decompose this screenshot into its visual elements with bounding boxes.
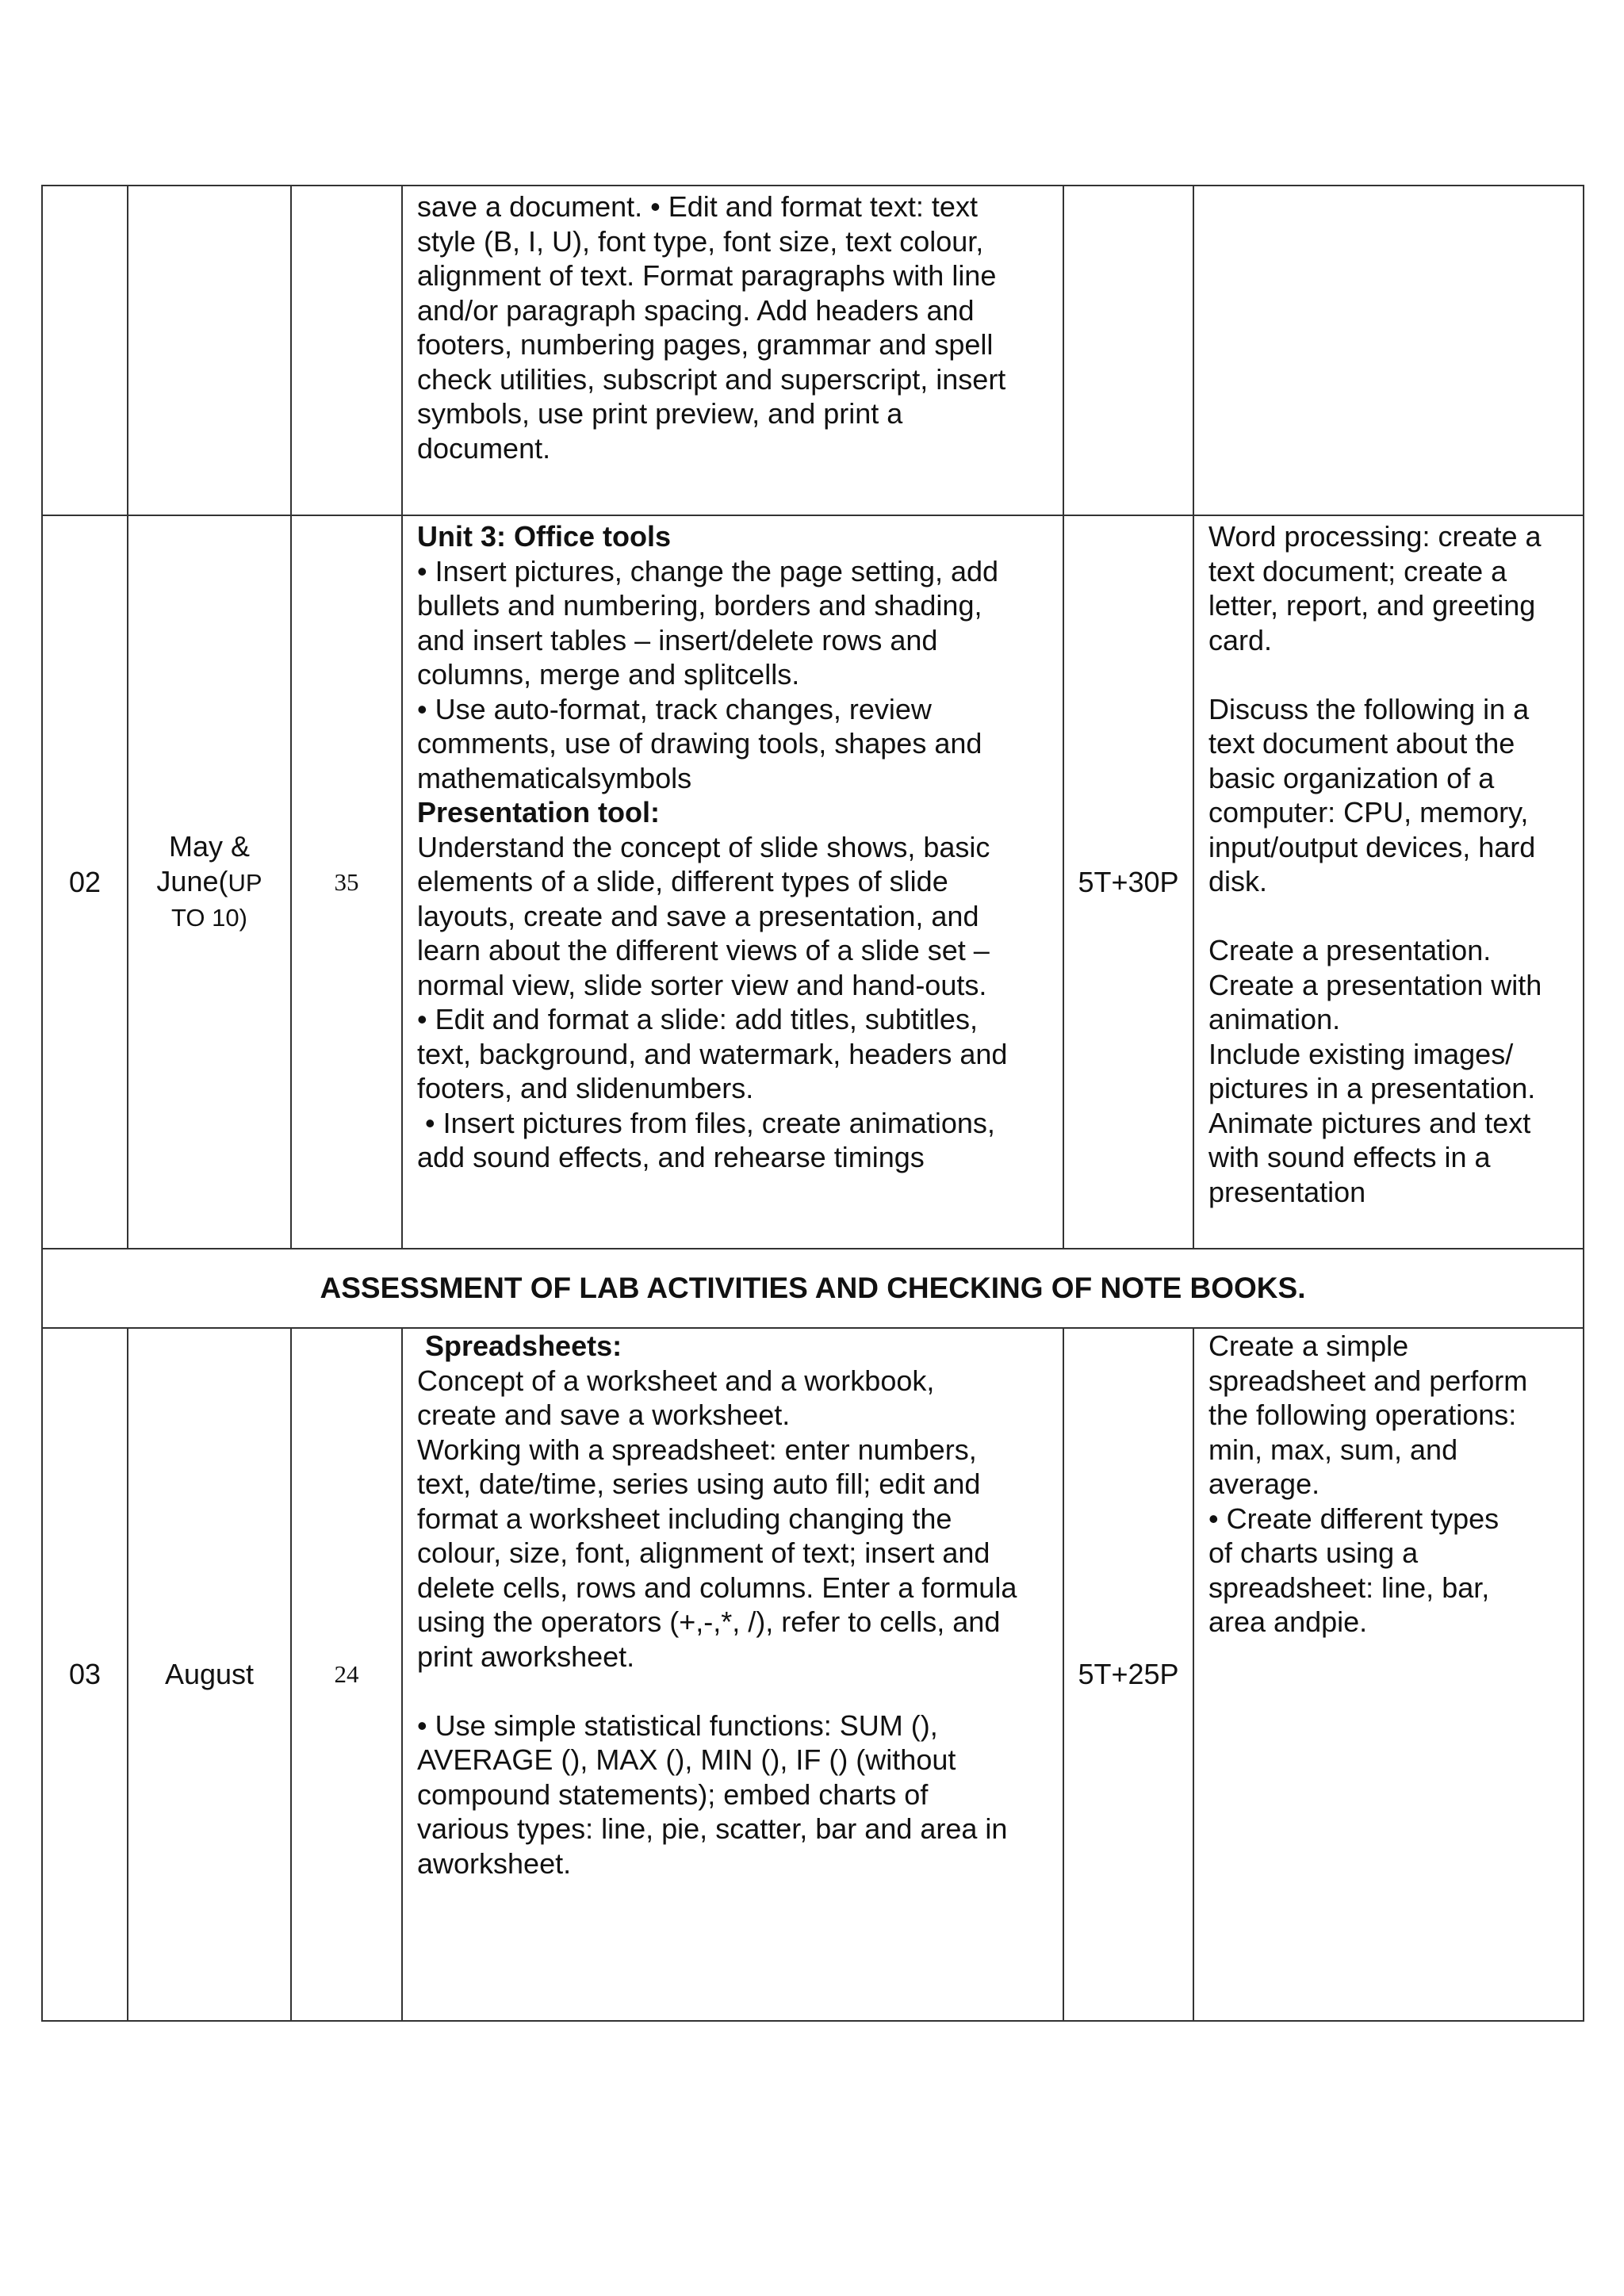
activity-line: Discuss the following in a [1208,692,1530,725]
content-line: Working with a spreadsheet: enter numbers, [417,1433,977,1466]
content-line: columns, merge and splitcells. [417,658,800,691]
month-suffix: UP [228,868,262,897]
activity-line: animation. [1208,1003,1341,1035]
table-row-03 [42,1328,1584,2021]
cell-month [128,515,291,1249]
content-line: footers, and slidenumbers. [417,1072,754,1104]
content-line: • Use auto-format, track changes, review [417,692,932,725]
activity-line: Animate pictures and text [1208,1106,1531,1139]
content-line: normal view, slide sorter view and hand-outs. [417,968,987,1001]
cell-activities [1193,515,1584,1249]
content-line: layouts, create and save a presentation, and [417,899,979,932]
content-line: add sound effects, and rehearse timings [417,1141,925,1173]
content-line: and insert tables – insert/delete rows and [417,623,938,656]
cell-hours [1063,186,1193,515]
content-line: Understand the concept of slide shows, basic [417,830,990,863]
activity-line: input/output devices, hard [1208,830,1536,863]
activity-line: area andpie. [1208,1605,1368,1638]
content-line: Concept of a worksheet and a workbook, [417,1364,935,1397]
content-line: footers, numbering pages, grammar and spell [417,328,994,361]
syllabus-table [41,185,1584,2022]
cell-content [402,1328,1063,2021]
activity-line: • Create different types [1208,1502,1500,1535]
cell-month [128,186,291,515]
table-row-continuation [42,186,1584,515]
assessment-banner: ASSESSMENT OF LAB ACTIVITIES AND CHECKING OF NOTE BOOKS. [42,1249,1584,1328]
content-line: delete cells, rows and columns. Enter a formula [417,1571,1017,1604]
month-suffix-line: TO 10) [171,903,247,932]
content-line: AVERAGE (), MAX (), MIN (), IF () (without [417,1743,956,1776]
content-line: • Edit and format a slide: add titles, subtitles, [417,1003,978,1035]
content-line: • Use simple statistical functions: SUM (), [417,1709,938,1742]
activity-line: average. [1208,1468,1320,1500]
cell-number: 02 [42,515,128,1249]
content-line: • Insert pictures, change the page setting, add [417,554,999,587]
month-line [128,864,290,901]
activity-line: presentation [1208,1175,1366,1208]
activity-line: Word processing: create a [1208,520,1542,553]
content-line: style (B, I, U), font type, font size, text colour, [417,224,984,258]
cell-activities [1193,1328,1584,2021]
content-line: learn about the different views of a slide set – [417,934,990,966]
spacer [1208,899,1572,934]
section-heading: Spreadsheets: [417,1330,622,1362]
cell-content [402,515,1063,1249]
cell-periods: 24 [291,1328,402,2021]
activity-line: text document; create a [1208,554,1507,587]
content-line: document. [417,431,551,465]
content-line: save a document. • Edit and format text: text [417,190,978,223]
activity-line: card. [1208,623,1273,656]
cell-hours: 5T+25P [1063,1328,1193,2021]
content-line: mathematicalsymbols [417,761,692,794]
activity-line: spreadsheet and perform [1208,1364,1528,1397]
cell-periods: 35 [291,515,402,1249]
activity-line: min, max, sum, and [1208,1433,1458,1466]
activity-line: letter, report, and greeting [1208,589,1536,622]
spacer [417,1674,1051,1709]
activity-line: text document about the [1208,727,1515,760]
activity-line: spreadsheet: line, bar, [1208,1571,1490,1604]
activity-line: Create a presentation. [1208,934,1492,966]
cell-number: 03 [42,1328,128,2021]
activity-line: basic organization of a [1208,761,1495,794]
activity-line: pictures in a presentation. [1208,1072,1536,1104]
content-line: using the operators (+,-,*, /), refer to cells, and [417,1605,1001,1638]
cell-periods [291,186,402,515]
content-line: check utilities, subscript and superscript, insert [417,362,1006,396]
activity-line: disk. [1208,865,1268,897]
content-line: print aworksheet. [417,1640,635,1673]
activity-line: Create a simple [1208,1330,1409,1362]
activity-line: the following operations: [1208,1399,1517,1431]
content-line: format a worksheet including changing the [417,1502,952,1535]
content-line: comments, use of drawing tools, shapes and [417,727,982,760]
section-heading: Presentation tool: [417,796,661,828]
table-row-banner [42,1249,1584,1328]
content-line: create and save a worksheet. [417,1399,791,1431]
content-line: bullets and numbering, borders and shading, [417,589,982,622]
table-row-02 [42,515,1584,1249]
content-line: elements of a slide, different types of slide [417,865,948,897]
cell-activities [1193,186,1584,515]
content-line: and/or paragraph spacing. Add headers and [417,293,975,327]
activity-line: Create a presentation with [1208,968,1542,1001]
activity-line: with sound effects in a [1208,1141,1491,1173]
cell-number [42,186,128,515]
content-line: colour, size, font, alignment of text; insert and [417,1536,990,1569]
activity-line: Include existing images/ [1208,1037,1514,1070]
spacer [1208,657,1572,692]
content-line: compound statements); embed charts of [417,1777,929,1811]
content-line: symbols, use print preview, and print a [417,397,903,430]
cell-month: August [128,1328,291,2021]
content-line: text, background, and watermark, headers and [417,1037,1008,1070]
cell-hours: 5T+30P [1063,515,1193,1249]
content-line: alignment of text. Format paragraphs with line [417,259,997,292]
cell-content [402,186,1063,515]
month-text: June( [156,864,228,897]
activity-line: of charts using a [1208,1536,1419,1569]
content-line: aworksheet. [417,1846,572,1880]
month-line: May & [168,829,251,863]
content-line: • Insert pictures from files, create animations, [417,1106,995,1139]
content-line: text, date/time, series using auto fill; edit and [417,1468,981,1500]
activity-line: computer: CPU, memory, [1208,796,1529,828]
content-line: various types: line, pie, scatter, bar and area in [417,1812,1008,1845]
unit-heading: Unit 3: Office tools [417,520,672,553]
